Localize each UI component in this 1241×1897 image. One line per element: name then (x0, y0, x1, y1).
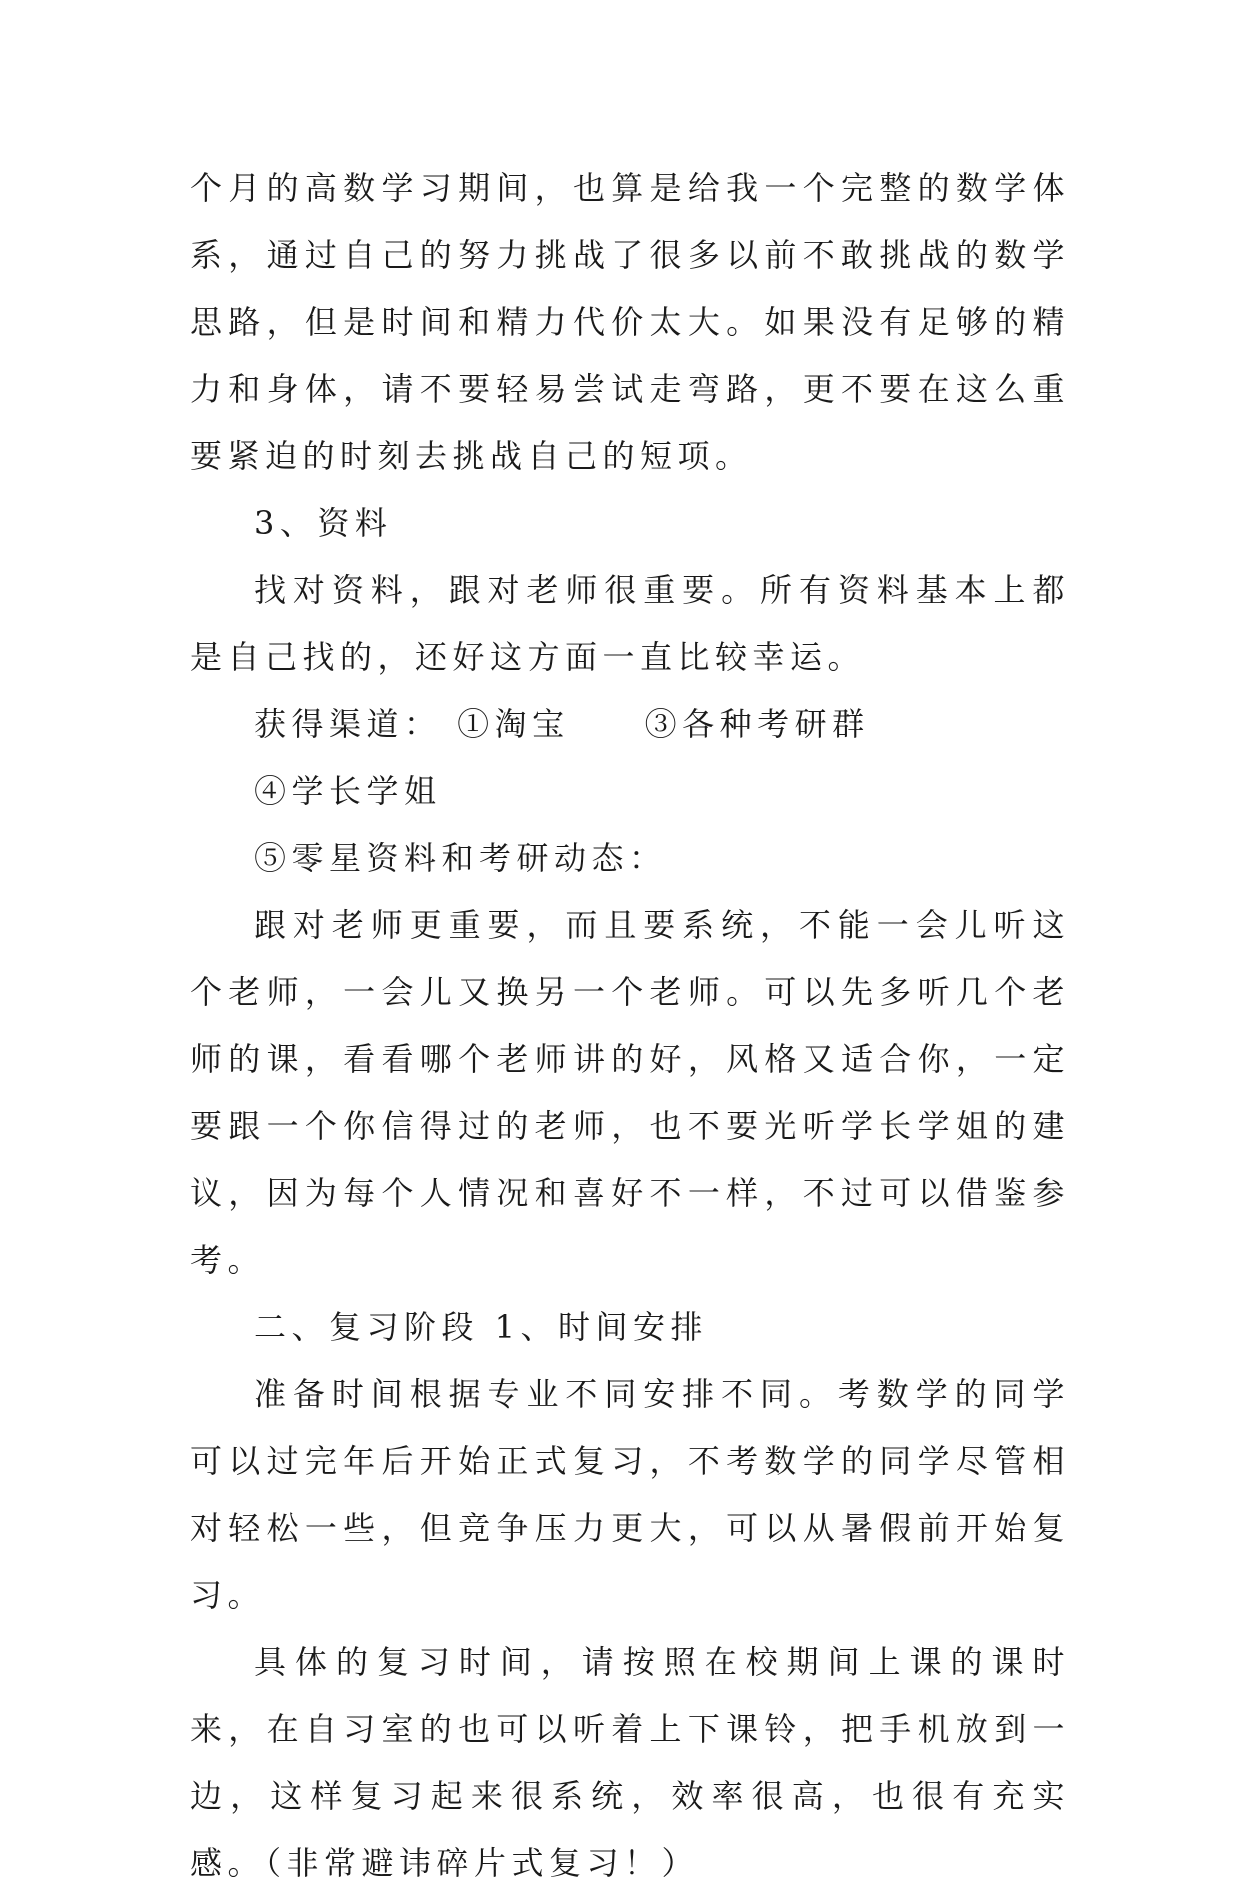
list-item-seniors: ④学长学姐 (254, 772, 442, 810)
paragraph-find-materials: 找对资料，跟对老师很重要。所有资料基本上都是自己找的，还好这方面一直比较幸运。 (190, 571, 1070, 676)
section-heading-review-stage: 二、复习阶段 1、时间安排 (254, 1308, 709, 1346)
paragraph-prep-time: 准备时间根据专业不同安排不同。考数学的同学可以过完年后开始正式复习，不考数学的同学尽管相对轻松一些，但竞争压力更大，可以从暑假前开始复习。 (190, 1375, 1070, 1614)
paragraph-review-schedule: 具体的复习时间，请按照在校期间上课的课时来，在自习室的也可以听着上下课铃，把手机放到一边，这样复习起来很系统，效率很高，也很有充实感。（非常避讳碎片式复习！） (190, 1643, 1070, 1882)
list-item-scattered-materials: ⑤零星资料和考研动态： (254, 839, 667, 877)
document-body (190, 155, 1070, 1897)
section-heading-materials: 3、资料 (254, 504, 393, 542)
paragraph-follow-teacher: 跟对老师更重要，而且要系统，不能一会儿听这个老师，一会儿又换另一个老师。可以先多听几个老师的课，看看哪个老师讲的好，风格又适合你，一定要跟一个你信得过的老师，也不要光听学长学姐的建议，因为每个人情况和喜好不一样，不过可以借鉴参考。 (190, 906, 1070, 1279)
list-item-channels: 获得渠道： ①淘宝 ③各种考研群 (254, 705, 870, 743)
paragraph-math-study: 个月的高数学习期间，也算是给我一个完整的数学体系，通过自己的努力挑战了很多以前不敢挑战的数学思路，但是时间和精力代价太大。如果没有足够的精力和身体，请不要轻易尝试走弯路，更不要在这么重要紧迫的时刻去挑战自己的短项。 (190, 169, 1070, 475)
